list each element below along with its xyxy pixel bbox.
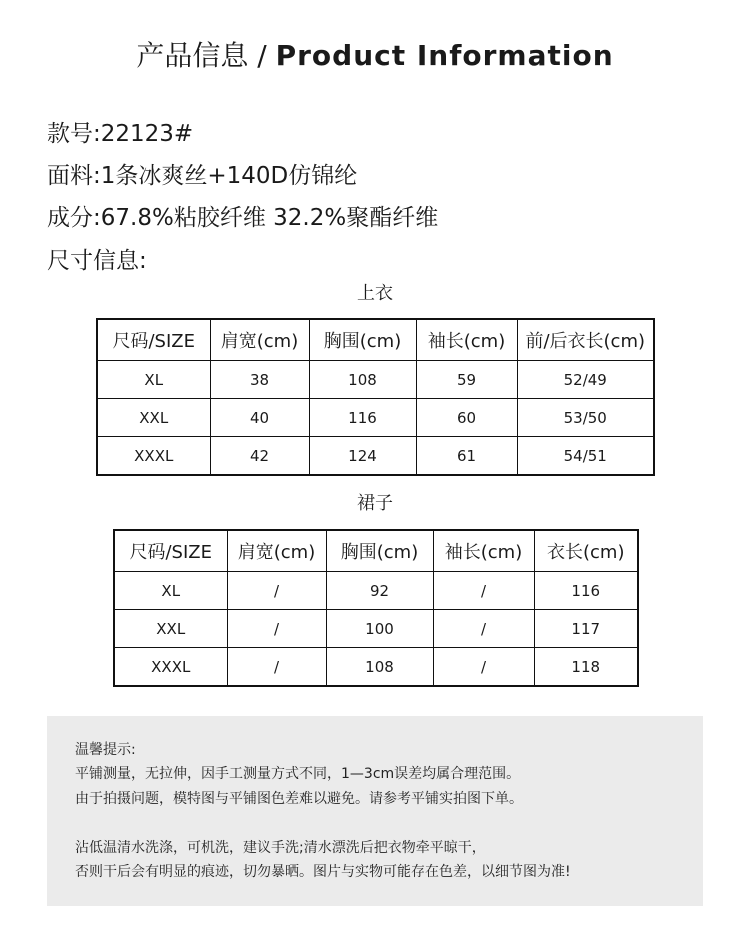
notes-heading: 温馨提示: <box>75 742 136 758</box>
header-sleeve: 袖长(cm) <box>416 319 517 361</box>
table-cell: 52/49 <box>517 361 654 399</box>
table-cell: 60 <box>416 399 517 437</box>
table-cell: 108 <box>309 361 416 399</box>
table-cell: 40 <box>210 399 309 437</box>
table-cell: 59 <box>416 361 517 399</box>
table-row <box>97 437 654 476</box>
table-cell: 116 <box>309 399 416 437</box>
table-cell: XXL <box>114 610 227 648</box>
table-row <box>97 399 654 437</box>
header-sleeve: 袖长(cm) <box>433 530 534 572</box>
header-size: 尺码/SIZE <box>114 530 227 572</box>
table-row <box>114 610 638 648</box>
table-cell: 54/51 <box>517 437 654 476</box>
notes-line: 沾低温清水洗涤，可机洗，建议手洗;清水漂洗后把衣物牵平晾干， <box>75 840 486 856</box>
table-row <box>97 361 654 399</box>
header-chest: 胸围(cm) <box>309 319 416 361</box>
table-cell: 38 <box>210 361 309 399</box>
table-cell: 100 <box>326 610 433 648</box>
fabric-info: 面料:1条冰爽丝+140D仿锦纶 <box>47 163 358 189</box>
top-size-table <box>96 318 655 476</box>
header-length: 衣长(cm) <box>534 530 638 572</box>
table-header-row <box>97 319 654 361</box>
table-cell: / <box>433 572 534 610</box>
table-header-row <box>114 530 638 572</box>
notes-line: 平铺测量，无拉伸，因手工测量方式不同，1—3cm误差均属合理范围。 <box>75 766 521 782</box>
table-cell: 118 <box>534 648 638 687</box>
skirt-table-caption: 裙子 <box>357 493 393 514</box>
table-cell: XL <box>114 572 227 610</box>
title-english: Product Information <box>275 39 614 72</box>
header-size: 尺码/SIZE <box>97 319 210 361</box>
notes-line: 否则干后会有明显的痕迹，切勿暴晒。图片与实物可能存在色差，以细节图为准! <box>75 864 571 880</box>
header-shoulder: 肩宽(cm) <box>227 530 326 572</box>
style-number: 款号:22123# <box>47 121 194 147</box>
table-cell: / <box>227 610 326 648</box>
table-cell: 108 <box>326 648 433 687</box>
size-info-label: 尺寸信息: <box>47 248 147 274</box>
title-chinese: 产品信息 / <box>136 39 276 72</box>
table-row <box>114 572 638 610</box>
composition-info: 成分:67.8%粘胶纤维 32.2%聚酯纤维 <box>47 205 439 231</box>
table-cell: 42 <box>210 437 309 476</box>
table-cell: / <box>433 610 534 648</box>
table-cell: 124 <box>309 437 416 476</box>
notes-line: 由于拍摄问题，模特图与平铺图色差难以避免。请参考平铺实拍图下单。 <box>75 791 523 807</box>
table-cell: XXXL <box>114 648 227 687</box>
table-cell: / <box>433 648 534 687</box>
top-table-caption: 上衣 <box>357 283 393 304</box>
table-cell: 92 <box>326 572 433 610</box>
table-cell: 116 <box>534 572 638 610</box>
table-cell: / <box>227 572 326 610</box>
table-cell: 117 <box>534 610 638 648</box>
table-row <box>114 648 638 687</box>
header-shoulder: 肩宽(cm) <box>210 319 309 361</box>
table-cell: XXL <box>97 399 210 437</box>
care-notes-box <box>47 716 703 906</box>
table-cell: / <box>227 648 326 687</box>
table-cell: XXXL <box>97 437 210 476</box>
table-cell: XL <box>97 361 210 399</box>
skirt-size-table <box>113 529 639 687</box>
header-length: 前/后衣长(cm) <box>517 319 654 361</box>
page-title <box>0 36 750 76</box>
table-cell: 61 <box>416 437 517 476</box>
header-chest: 胸围(cm) <box>326 530 433 572</box>
table-cell: 53/50 <box>517 399 654 437</box>
